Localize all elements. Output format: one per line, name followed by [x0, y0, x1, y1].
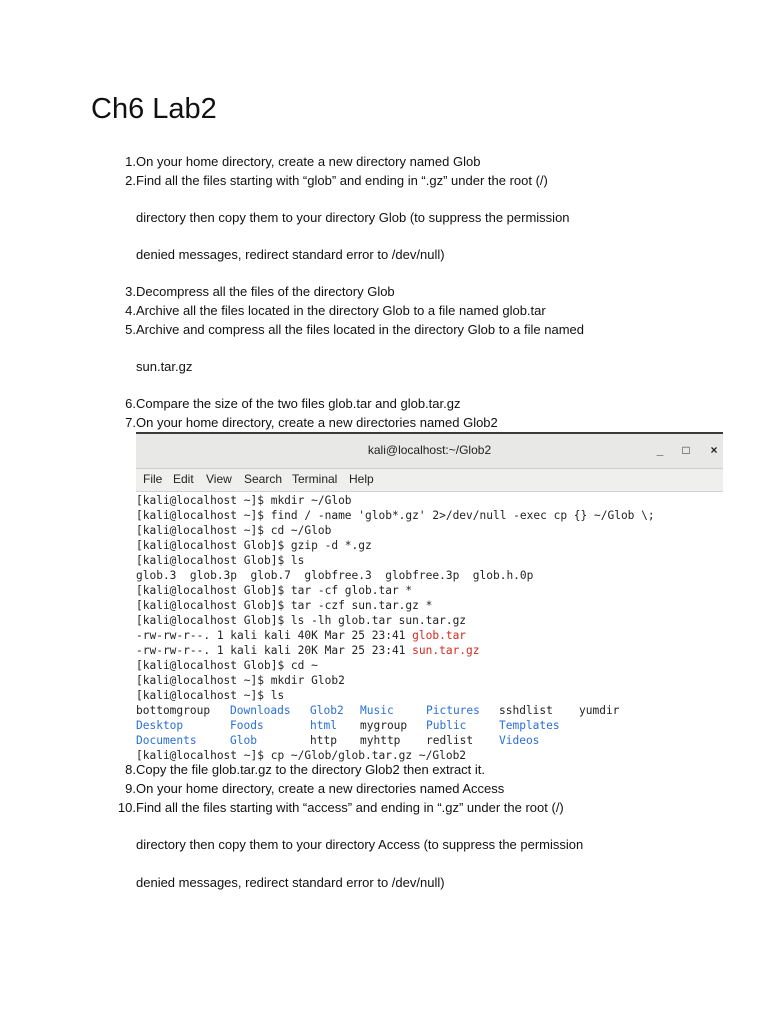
list-item — [96, 283, 395, 301]
item-number: 9. — [125, 781, 136, 796]
ls-file: yumdir — [579, 704, 620, 717]
ls-directory: Foods — [230, 719, 264, 732]
item-continuation: directory then copy them to your directory Glob (to suppress the permission — [136, 210, 570, 225]
terminal-line: [kali@localhost ~]$ cd ~/Glob — [136, 524, 332, 537]
list-item — [96, 414, 498, 432]
list-item — [96, 799, 564, 817]
archive-filename: glob.tar — [412, 629, 467, 642]
item-continuation: denied messages, redirect standard error to /dev/null) — [136, 247, 445, 262]
menu-edit[interactable]: Edit — [173, 472, 194, 486]
item-number: 1. — [125, 154, 136, 169]
ls-long-prefix: -rw-rw-r--. 1 kali kali 40K Mar 25 23:41 — [136, 629, 413, 642]
item-text: Archive all the files located in the directory Glob to a file named glob.tar — [136, 303, 546, 318]
menu-search[interactable]: Search — [244, 472, 283, 486]
menu-file[interactable]: File — [143, 472, 163, 486]
ls-file: mygroup — [360, 719, 408, 732]
list-item — [96, 302, 546, 320]
archive-filename: sun.tar.gz — [412, 644, 480, 657]
ls-file: bottomgroup — [136, 704, 211, 717]
terminal-line — [136, 643, 723, 658]
terminal-line: [kali@localhost Glob]$ tar -cf glob.tar * — [136, 584, 413, 597]
menu-terminal[interactable]: Terminal — [292, 472, 338, 486]
ls-listing — [136, 703, 723, 748]
list-item — [96, 153, 481, 171]
item-continuation: directory then copy them to your directory Access (to suppress the permission — [136, 837, 584, 852]
terminal-line: glob.3 glob.3p glob.7 globfree.3 globfree.3p glob.h.0p — [136, 569, 534, 582]
item-text: Decompress all the files of the directory Glob — [136, 284, 395, 299]
ls-directory: html — [310, 719, 337, 732]
ls-row — [136, 718, 723, 733]
terminal-line: [kali@localhost ~]$ ls — [136, 689, 285, 702]
ls-directory: Documents — [136, 734, 197, 747]
ls-long-prefix: -rw-rw-r--. 1 kali kali 20K Mar 25 23:41 — [136, 644, 413, 657]
ls-directory: Public — [426, 719, 467, 732]
item-text: On your home directory, create a new directories named Access — [136, 781, 505, 796]
terminal-line: [kali@localhost Glob]$ cd ~ — [136, 659, 318, 672]
item-text: Find all the files starting with “glob” and ending in “.gz” under the root (/) — [136, 173, 548, 188]
close-icon[interactable]: × — [710, 443, 718, 457]
ls-file: http — [310, 734, 337, 747]
terminal-line: [kali@localhost ~]$ cp ~/Glob/glob.tar.gz ~/Glob2 — [136, 749, 467, 762]
list-item — [96, 172, 548, 190]
item-number: 2. — [125, 173, 136, 188]
terminal-window — [136, 432, 723, 764]
list-item — [96, 395, 461, 413]
item-number: 4. — [125, 303, 136, 318]
ls-directory: Glob — [230, 734, 257, 747]
ls-directory: Music — [360, 704, 394, 717]
terminal-line: [kali@localhost ~]$ mkdir Glob2 — [136, 674, 345, 687]
item-text: Compare the size of the two files glob.tar and glob.tar.gz — [136, 396, 461, 411]
item-text: On your home directory, create a new directories named Glob2 — [136, 415, 498, 430]
item-number: 3. — [125, 284, 136, 299]
ls-directory: Glob2 — [310, 704, 344, 717]
item-number: 7. — [125, 415, 136, 430]
ls-file: redlist — [426, 734, 474, 747]
item-text: Find all the files starting with “access” and ending in “.gz” under the root (/) — [136, 800, 564, 815]
ls-directory: Videos — [499, 734, 540, 747]
item-continuation: denied messages, redirect standard error to /dev/null) — [136, 875, 445, 890]
terminal-line: [kali@localhost Glob]$ gzip -d *.gz — [136, 539, 372, 552]
ls-directory: Desktop — [136, 719, 184, 732]
list-item — [96, 761, 486, 779]
ls-file: myhttp — [360, 734, 401, 747]
terminal-line: [kali@localhost Glob]$ tar -czf sun.tar.gz * — [136, 599, 433, 612]
terminal-line: [kali@localhost ~]$ find / -name 'glob*.gz' 2>/dev/null -exec cp {} ~/Glob \; — [136, 509, 655, 522]
terminal-line — [136, 628, 723, 643]
item-continuation: sun.tar.gz — [136, 359, 193, 374]
item-number: 6. — [125, 396, 136, 411]
menu-help[interactable]: Help — [349, 472, 374, 486]
ls-directory: Downloads — [230, 704, 291, 717]
terminal-titlebar — [136, 434, 723, 469]
item-text: Copy the file glob.tar.gz to the directory Glob2 then extract it. — [136, 762, 486, 777]
item-number: 5. — [125, 322, 136, 337]
terminal-output[interactable] — [136, 491, 723, 764]
terminal-title: kali@localhost:~/Glob2 — [367, 443, 492, 457]
item-text: On your home directory, create a new directory named Glob — [136, 154, 481, 169]
page-title: Ch6 Lab2 — [91, 93, 217, 125]
list-item — [96, 321, 585, 339]
terminal-line: [kali@localhost ~]$ mkdir ~/Glob — [136, 494, 352, 507]
terminal-line: [kali@localhost Glob]$ ls -lh glob.tar sun.tar.gz — [136, 614, 467, 627]
maximize-icon[interactable]: □ — [682, 443, 690, 457]
ls-row — [136, 733, 723, 748]
ls-directory: Pictures — [426, 704, 480, 717]
ls-file: sshdlist — [499, 704, 553, 717]
ls-directory: Templates — [499, 719, 560, 732]
terminal-menubar — [136, 469, 723, 492]
list-item — [96, 780, 505, 798]
menu-view[interactable]: View — [206, 472, 232, 486]
ls-row — [136, 703, 723, 718]
item-text: Archive and compress all the files located in the directory Glob to a file named — [136, 322, 585, 337]
minimize-icon[interactable]: _ — [656, 443, 664, 457]
item-number: 10. — [117, 800, 136, 815]
item-number: 8. — [125, 762, 136, 777]
terminal-line: [kali@localhost Glob]$ ls — [136, 554, 305, 567]
